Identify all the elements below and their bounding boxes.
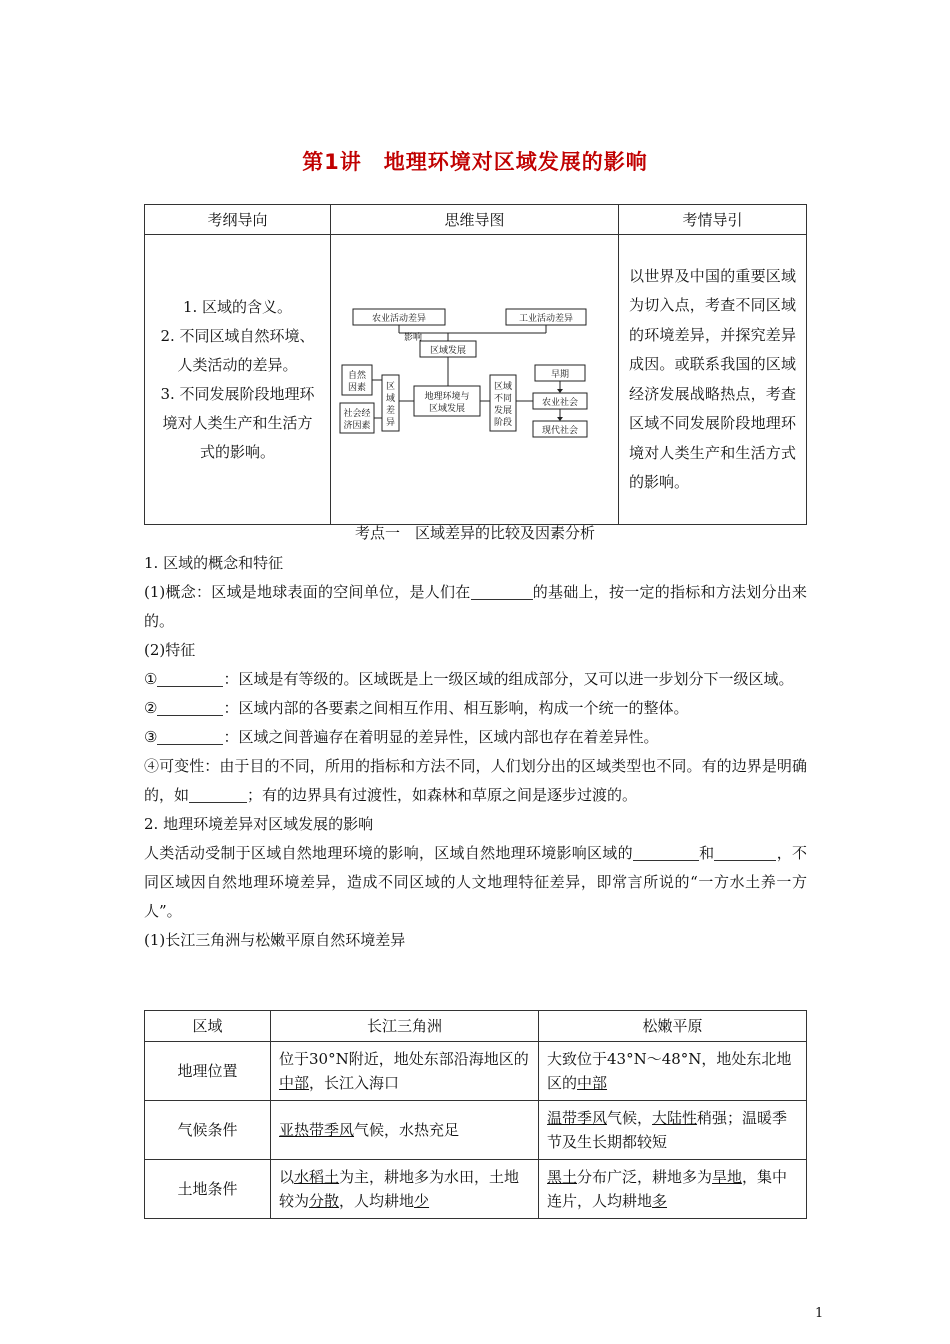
feature-4: [144, 752, 807, 810]
mm-stages-1: 区域: [493, 382, 513, 392]
fill-blank[interactable]: [157, 729, 223, 745]
fill-blank[interactable]: [157, 700, 223, 716]
mm-socio-1: 社会经: [343, 409, 371, 419]
mm-modern-society: 现代社会: [541, 426, 579, 436]
mindmap-diagram: [331, 235, 616, 520]
mm-agri-diff: 农业活动差异: [371, 314, 427, 324]
row-label: 气候条件: [145, 1101, 271, 1160]
mm-arrowhead: [557, 389, 563, 393]
heading-2: 2. 地理环境差异对区域发展的影响: [144, 815, 374, 833]
table-row: [145, 1160, 807, 1219]
answer-text: 中部: [279, 1074, 310, 1092]
mm-influence: 影响: [403, 333, 423, 343]
header-exam-guide: 考情导引: [619, 205, 807, 235]
feature-3: [144, 723, 807, 752]
circled-number: ③: [144, 728, 158, 746]
feature-3-text: ：区域之间普遍存在着明显的差异性，区域内部也存在着差异性。: [223, 728, 659, 746]
answer-text: 大陆性: [652, 1109, 698, 1127]
fill-blank[interactable]: [633, 845, 699, 861]
cell-text: 大致位于43°N～48°N，地处东北地区的: [547, 1050, 792, 1092]
overview-table: [144, 204, 807, 525]
feature-4-text-b: ；有的边界具有过渡性，如森林和草原之间是逐步过渡的。: [247, 786, 638, 804]
goal-item: 1. 区域的含义。: [182, 297, 293, 316]
concept-text-b: 的基础上，按一定的指标和方法划分出来的。: [144, 583, 807, 630]
answer-text: 旱地: [712, 1168, 743, 1186]
mm-arrowhead: [557, 417, 563, 421]
outline-goals: [145, 235, 331, 525]
compare-table: [144, 1010, 807, 1219]
cell-text: 气候，水热充足: [354, 1121, 460, 1139]
sn-location: [539, 1042, 807, 1101]
fill-blank[interactable]: [714, 845, 754, 861]
mindmap-cell: [331, 235, 619, 525]
table-row: [145, 1101, 807, 1160]
header-mindmap: 思维导图: [331, 205, 619, 235]
yrd-land: [271, 1160, 539, 1219]
answer-text: 水稻土: [294, 1168, 340, 1186]
mm-region-diff-4: 异: [385, 418, 396, 428]
mm-region-diff-2: 域: [385, 394, 396, 404]
concept-text-a: (1)概念：区域是地球表面的空间单位，是人们在: [144, 583, 471, 601]
answer-text: 中部: [577, 1074, 608, 1092]
mm-natural-1: 自然: [347, 371, 367, 381]
mm-stages-2: 不同: [493, 394, 513, 404]
circled-number: ②: [144, 699, 158, 717]
sn-land: [539, 1160, 807, 1219]
influence-text-a: 人类活动受制于区域自然地理环境的影响，区域自然地理环境影响区域的: [144, 844, 633, 862]
feature-2-text: ：区域内部的各要素之间相互作用、相互影响，构成一个统一的整体。: [223, 699, 689, 717]
influence-text-b: 和: [698, 844, 715, 862]
overview-body-row: [145, 235, 807, 525]
answer-text: 黑土: [547, 1168, 578, 1186]
paragraph-compare-title: (1)长江三角洲与松嫩平原自然环境差异: [144, 931, 406, 949]
page-title: 第1讲 地理环境对区域发展的影响: [302, 150, 648, 174]
cell-text: ，集中连片，人均耕地: [547, 1168, 788, 1210]
mm-agri-society: 农业社会: [541, 398, 579, 408]
row-label: 地理位置: [145, 1042, 271, 1101]
table-row: [145, 1042, 807, 1101]
compare-header-row: [145, 1011, 807, 1042]
mm-region-diff-1: 区: [385, 382, 396, 392]
answer-text: 温带季风: [547, 1109, 608, 1127]
feature-1: [144, 665, 807, 694]
header-yrd: 长江三角洲: [271, 1011, 539, 1042]
mm-natural-2: 因素: [347, 383, 367, 393]
cell-text: 位于30°N附近，地处东部沿海地区的: [279, 1050, 529, 1068]
heading-1: 1. 区域的概念和特征: [144, 554, 284, 572]
row-label: 土地条件: [145, 1160, 271, 1219]
answer-text: 亚热带季风: [279, 1121, 355, 1139]
paragraph-features: (2)特征: [144, 641, 196, 659]
cell-text: ，长江入海口: [309, 1074, 400, 1092]
mm-early: 早期: [550, 370, 570, 380]
fill-blank[interactable]: [471, 584, 533, 600]
answer-text: 少: [414, 1192, 430, 1210]
answer-text: 多: [652, 1192, 668, 1210]
mm-region-dev: 区域发展: [429, 346, 467, 356]
cell-text: 气候，: [607, 1109, 653, 1127]
paragraph-influence: [144, 839, 807, 926]
answer-text: 分散: [309, 1192, 340, 1210]
fill-blank[interactable]: [157, 671, 223, 687]
header-sn: 松嫩平原: [539, 1011, 807, 1042]
header-region: 区域: [145, 1011, 271, 1042]
section-title: 考点一 区域差异的比较及因素分析: [354, 524, 595, 542]
feature-4-text-a: ④可变性：由于目的不同，所用的指标和方法不同，人们划分出的区域类型也不同。有的边界是明确的，如: [144, 757, 807, 804]
cell-text: 稍强；温暖季节及生长期都较短: [547, 1109, 788, 1151]
cell-text: 以: [279, 1168, 295, 1186]
feature-2: [144, 694, 807, 723]
content-body: [144, 549, 807, 955]
mm-env-dev-2: 区域发展: [428, 404, 466, 414]
circled-number: ①: [144, 670, 158, 688]
mm-ind-diff: 工业活动差异: [518, 314, 574, 324]
sn-climate: [539, 1101, 807, 1160]
yrd-location: [271, 1042, 539, 1101]
mm-stages-3: 发展: [493, 406, 513, 416]
cell-text: 为主，耕地多为水田，土地较为: [279, 1168, 520, 1210]
header-outline: 考纲导向: [145, 205, 331, 235]
mm-region-diff-3: 差: [385, 406, 396, 416]
fill-blank[interactable]: [754, 845, 776, 861]
mm-env-dev-1: 地理环境与: [424, 392, 470, 402]
cell-text: 分布广泛，耕地多为: [577, 1168, 713, 1186]
goal-item: 3. 不同发展阶段地理环境对人类生产和生活方式的影响。: [160, 384, 315, 461]
exam-guide-text: 以世界及中国的重要区域为切入点，考查不同区域的环境差异，并探究差异成因。或联系我国的区域经济发展战略热点，考查区域不同发展阶段地理环境对人类生产和生活方式的影响。: [619, 235, 807, 525]
yrd-climate: [271, 1101, 539, 1160]
page-number: 1: [815, 1306, 824, 1321]
feature-1-text: ：区域是有等级的。区域既是上一级区域的组成部分，又可以进一步划分下一级区域。: [223, 670, 794, 688]
mm-socio-2: 济因素: [343, 421, 371, 431]
mm-stages-4: 阶段: [493, 418, 513, 428]
fill-blank[interactable]: [189, 787, 247, 803]
goal-item: 2. 不同区域自然环境、人类活动的差异。: [160, 326, 315, 374]
overview-header-row: [145, 205, 807, 235]
paragraph-concept: [144, 578, 807, 636]
cell-text: ，人均耕地: [339, 1192, 415, 1210]
influence-text-c: ，不同区域因自然地理环境差异，造成不同区域的人文地理特征差异，即常言所说的“一方水土养一方人”。: [144, 844, 807, 920]
